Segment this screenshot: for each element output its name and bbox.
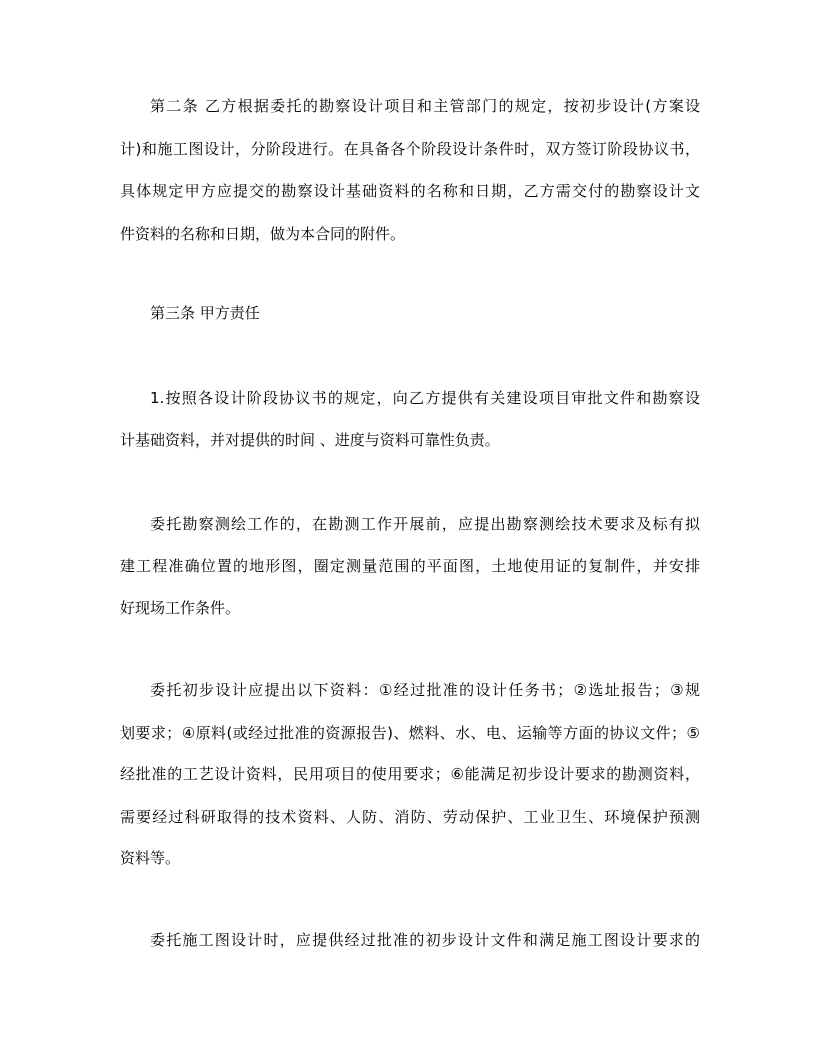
preliminary-line-4: 需要经过科研取得的技术资料、人防、消防、劳动保护、工业卫生、环境保护预测 [120, 808, 700, 826]
item-1-line-2: 计基础资料，并对提供的时间 、进度与资料可靠性负责。 [120, 431, 500, 449]
article-2-line-4: 件资料的名称和日期，做为本合同的附件。 [120, 225, 406, 243]
article-2-line-2: 计)和施工图设计，分阶段进行。在具备各个阶段设计条件时，双方签订阶段协议书， [120, 140, 700, 158]
preliminary-line-5: 资料等。 [120, 849, 181, 867]
construction-line-1: 委托施工图设计时，应提供经过批准的初步设计文件和满足施工图设计要求的 [150, 931, 700, 949]
preliminary-line-3: 经批准的工艺设计资料，民用项目的使用要求；⑥能满足初步设计要求的勘测资料， [120, 765, 700, 783]
article-3-heading: 第三条 甲方责任 [150, 304, 260, 322]
survey-line-1: 委托勘察测绘工作的，在勘测工作开展前，应提出勘察测绘技术要求及标有拟 [150, 515, 700, 533]
preliminary-line-2: 划要求；④原料(或经过批准的资源报告)、燃料、水、电、运输等方面的协议文件；⑤ [120, 724, 700, 742]
survey-line-2: 建工程准确位置的地形图，圈定测量范围的平面图，土地使用证的复制件，并安排 [120, 557, 700, 575]
preliminary-line-1: 委托初步设计应提出以下资料：①经过批准的设计任务书；②选址报告；③规 [150, 681, 700, 699]
article-2-line-3: 具体规定甲方应提交的勘察设计基础资料的名称和日期，乙方需交付的勘察设计文 [120, 182, 700, 200]
article-2-line-1: 第二条 乙方根据委托的勘察设计项目和主管部门的规定，按初步设计(方案设 [150, 97, 700, 115]
item-1-line-1: 1.按照各设计阶段协议书的规定，向乙方提供有关建设项目审批文件和勘察设 [150, 389, 700, 407]
survey-line-3: 好现场工作条件。 [120, 599, 241, 617]
